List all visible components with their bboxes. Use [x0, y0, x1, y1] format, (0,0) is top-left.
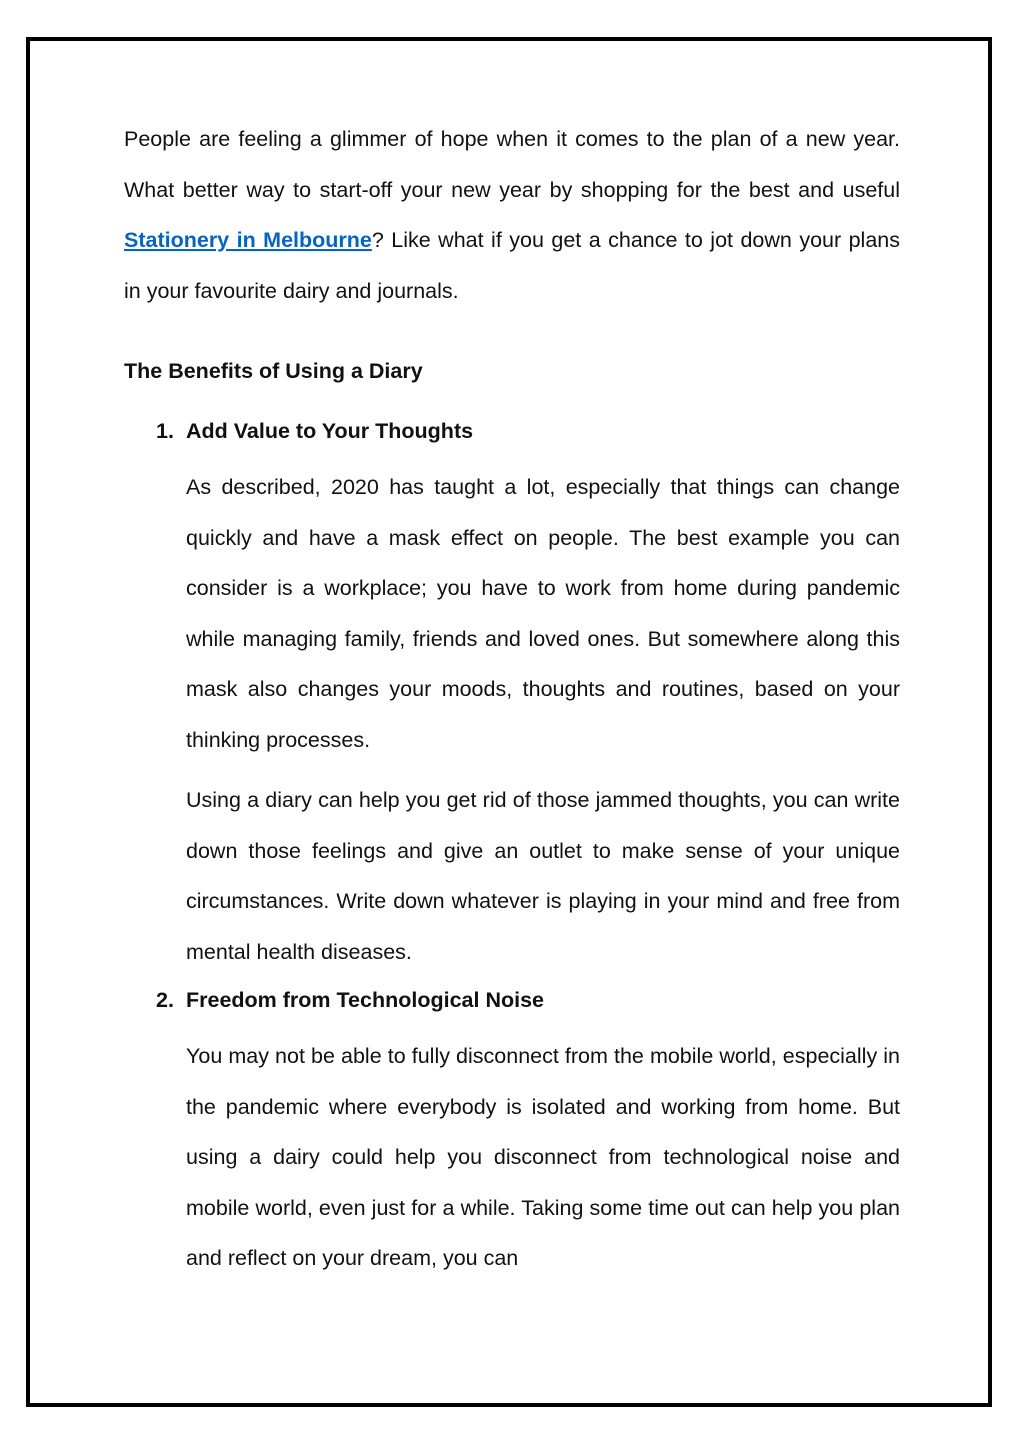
intro-text-after-link: ? Like what if you get a chance to jot down your plans in your favourite dairy and journals.	[124, 228, 901, 303]
intro-paragraph	[124, 114, 900, 316]
list-item-1-paragraph-1: As described, 2020 has taught a lot, especially that things can change quickly and have a mask effect on people. The best example you can consider is a workplace; you have to work from home during pandemic while managing family, friends and loved ones. But somewhere along this mask also changes your moods, thoughts and routines, based on your thinking processes.	[186, 475, 900, 752]
list-item-title-1: Add Value to Your Thoughts	[186, 419, 474, 443]
list-number-1: 1.	[156, 419, 174, 443]
list-item-title-2: Freedom from Technological Noise	[186, 988, 544, 1012]
document-body	[124, 114, 900, 1284]
stationery-melbourne-link[interactable]: Stationery in Melbourne	[124, 228, 372, 252]
list-item-1-paragraph-2: Using a diary can help you get rid of those jammed thoughts, you can write down those feelings and give an outlet to make sense of your unique circumstances. Write down whatever is playing in your mind and free from mental health diseases.	[186, 788, 900, 964]
list-item-body-1	[186, 462, 900, 977]
list-item-heading-2	[156, 985, 900, 1015]
list-item-2-paragraph-1: You may not be able to fully disconnect from the mobile world, especially in the pandemic where everybody is isolated and working from home. But using a dairy could help you disconnect from technological noise and mobile world, even just for a while. Taking some time out can help you plan and reflect on your dream, you can	[186, 1044, 900, 1270]
list-item-body-2	[186, 1031, 900, 1284]
intro-text-before-link: People are feeling a glimmer of hope when it comes to the plan of a new year. What better way to start-off your new year by shopping for the best and useful	[124, 127, 900, 202]
list-item-heading-1	[156, 416, 900, 446]
section-heading: The Benefits of Using a Diary	[124, 359, 423, 383]
list-number-2: 2.	[156, 988, 174, 1012]
